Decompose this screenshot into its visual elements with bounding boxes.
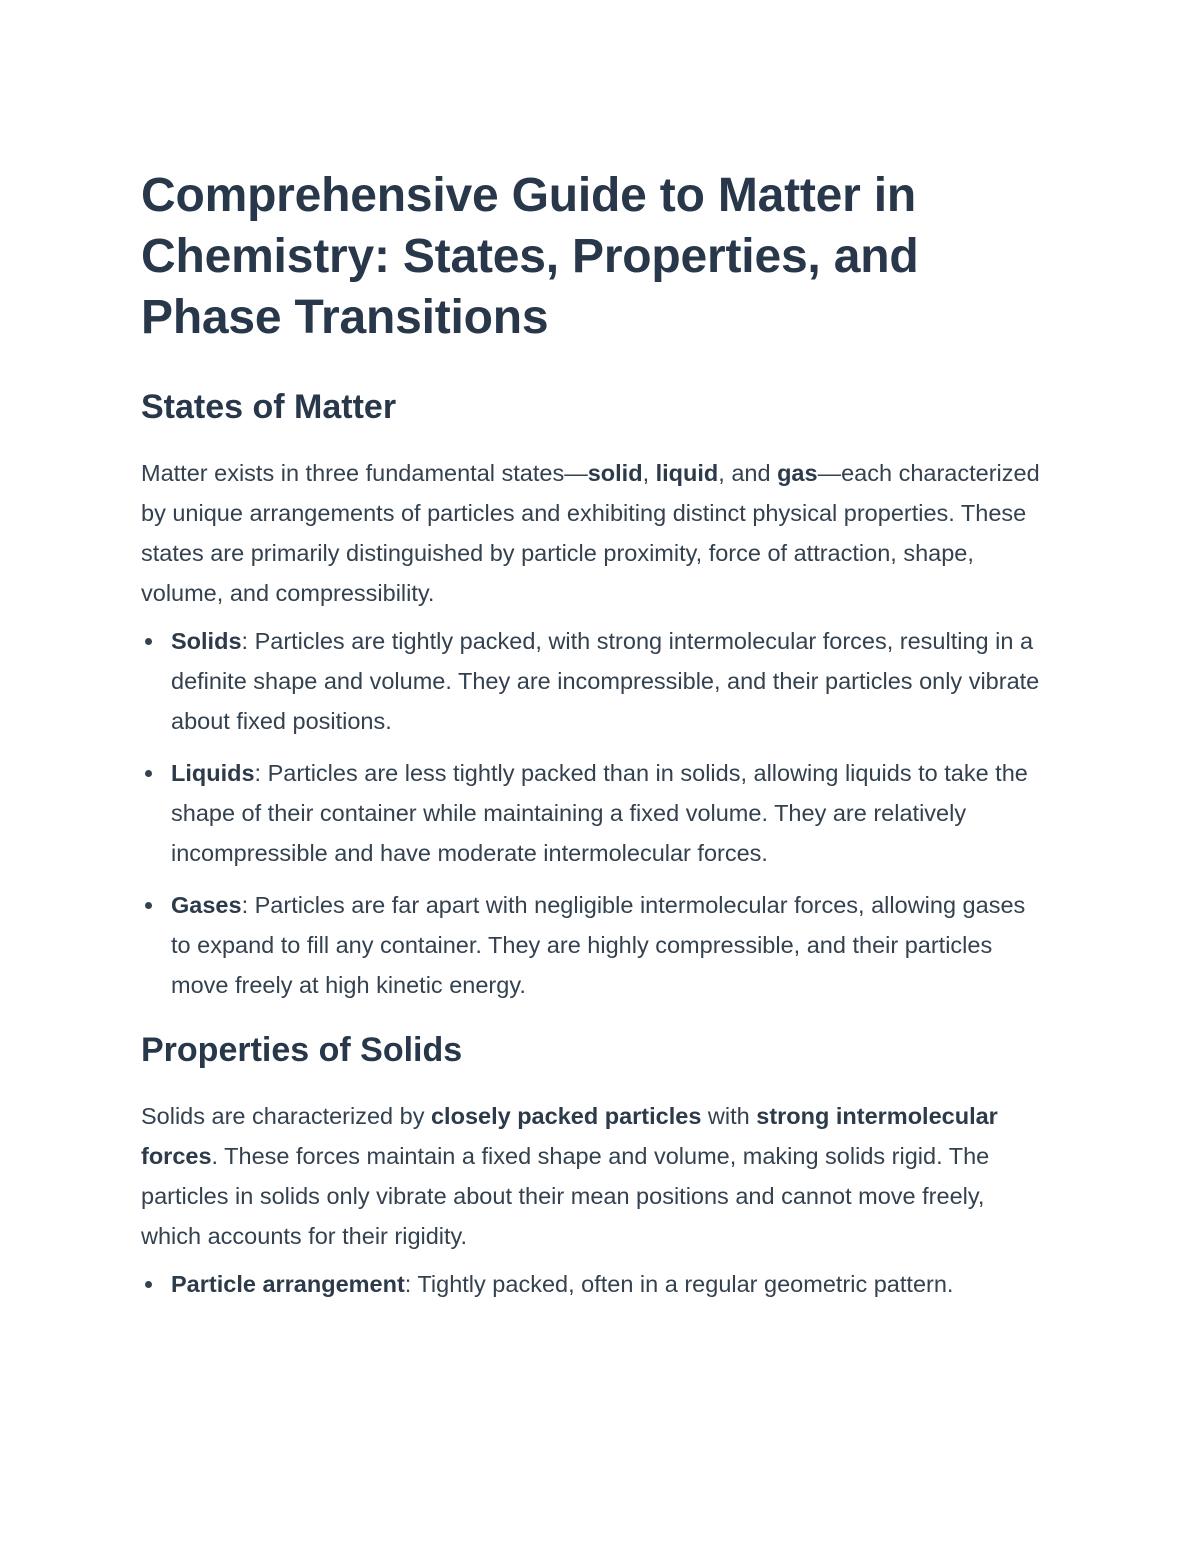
bullet-dot-icon	[145, 1281, 152, 1288]
intro-text: Matter exists in three fundamental states—	[141, 460, 588, 486]
solids-bullet-list	[141, 1264, 1046, 1304]
states-intro-paragraph	[141, 453, 1046, 613]
list-item-liquids	[141, 753, 1046, 873]
document-page	[141, 165, 1046, 1316]
list-item-solids	[141, 621, 1046, 741]
bullet-term: Particle arrangement	[171, 1271, 405, 1297]
bullet-dot-icon	[145, 638, 152, 645]
bullet-term: Gases	[171, 892, 242, 918]
term-liquid: liquid	[655, 460, 719, 486]
term-strong-forces: strong intermolecular forces	[141, 1103, 998, 1169]
bullet-term: Solids	[171, 628, 242, 654]
term-gas: gas	[777, 460, 818, 486]
section-heading-properties-of-solids: Properties of Solids	[141, 1031, 463, 1069]
intro-text: Solids are characterized by	[141, 1103, 431, 1129]
list-item-gases	[141, 885, 1046, 1005]
intro-text: —each characterized by unique arrangements of particles and exhibiting distinct physical properties. These states are primarily distinguished by particle proximity, force of attraction, shape, volume, and compressibility.	[141, 460, 1040, 606]
bullet-text: : Particles are far apart with negligible intermolecular forces, allowing gases to expand to fill any container. They are highly compressible, and their particles move freely at high kinetic energy.	[171, 892, 1026, 998]
bullet-dot-icon	[145, 770, 152, 777]
intro-text: , and	[718, 460, 778, 486]
bullet-dot-icon	[145, 902, 152, 909]
intro-text: with	[701, 1103, 757, 1129]
bullet-text: : Tightly packed, often in a regular geometric pattern.	[404, 1271, 954, 1297]
section-heading-states-of-matter: States of Matter	[141, 388, 397, 426]
solids-intro-paragraph	[141, 1096, 1046, 1256]
document-title: Comprehensive Guide to Matter in Chemistry: States, Properties, and Phase Transitions	[141, 169, 919, 344]
intro-text: . These forces maintain a fixed shape and volume, making solids rigid. The particles in solids only vibrate about their mean positions and cannot move freely, which accounts for their rigidity.	[141, 1143, 990, 1249]
bullet-text: : Particles are tightly packed, with strong intermolecular forces, resulting in a definite shape and volume. They are incompressible, and their particles only vibrate about fixed positions.	[171, 628, 1040, 734]
bullet-text: : Particles are less tightly packed than in solids, allowing liquids to take the shape of their container while maintaining a fixed volume. They are relatively incompressible and have moderate intermolecular forces.	[171, 760, 1028, 866]
bullet-term: Liquids	[171, 760, 255, 786]
term-closely-packed: closely packed particles	[430, 1103, 702, 1129]
term-solid: solid	[587, 460, 643, 486]
intro-text: ,	[642, 460, 656, 486]
list-item-particle-arrangement	[141, 1264, 1046, 1304]
states-bullet-list	[141, 621, 1046, 1005]
